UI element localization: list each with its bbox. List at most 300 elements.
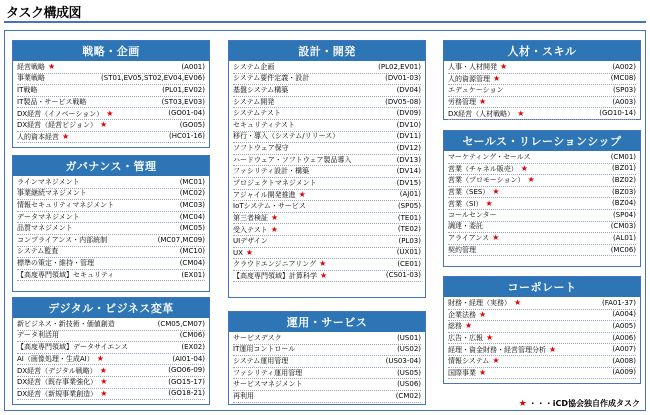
star-icon: ★ — [485, 198, 493, 208]
task-name — [17, 377, 107, 388]
task-name — [233, 333, 282, 344]
task-name-text: ファシリティ設計・構築 — [233, 167, 310, 176]
star-icon: ★ — [100, 388, 108, 398]
task-row — [233, 271, 421, 283]
star-icon: ★ — [479, 97, 487, 107]
task-name-text: 移行・導入（システム/リリース） — [233, 132, 340, 141]
task-code: (DV14) — [396, 167, 421, 176]
task-row — [233, 213, 421, 225]
task-code: (A004) — [612, 310, 636, 319]
task-row — [233, 333, 421, 345]
task-list — [13, 61, 209, 143]
task-name-text: 情報セキュリティマネジメント — [17, 200, 115, 209]
task-name — [448, 356, 499, 367]
task-name — [17, 354, 104, 365]
task-code: (BZ01) — [612, 164, 636, 173]
task-name — [233, 97, 274, 108]
task-row — [17, 97, 205, 109]
task-name-text: ハードウェア・ソフトウェア製品導入 — [233, 155, 352, 164]
task-name-text: 基盤システム構築 — [233, 85, 289, 94]
task-name — [17, 177, 80, 188]
star-icon: ★ — [514, 298, 522, 308]
task-list — [444, 151, 640, 256]
task-list — [229, 332, 425, 403]
star-icon: ★ — [486, 333, 494, 343]
category-corporate — [443, 276, 641, 384]
task-code: (DV05-08) — [385, 97, 421, 106]
task-name — [448, 152, 531, 163]
task-name-text: DX経営（人材戦略） — [448, 109, 515, 118]
task-row — [448, 321, 636, 333]
task-name — [448, 344, 556, 355]
task-code: (A005) — [612, 321, 636, 330]
task-row — [448, 97, 636, 109]
task-name-text: UX — [233, 248, 243, 257]
task-code: (CM02) — [395, 391, 421, 400]
task-name — [17, 97, 86, 108]
task-row — [448, 233, 636, 245]
category-title: 戦略・企画 — [13, 41, 209, 61]
task-code: (DV09) — [396, 109, 421, 118]
task-row — [17, 270, 205, 282]
star-icon: ★ — [100, 377, 108, 387]
task-name-text: 経営戦略 — [17, 63, 45, 72]
task-name-text: ソフトウェア保守 — [233, 143, 289, 152]
task-name — [233, 391, 254, 402]
task-name-text: IT製品・サービス戦略 — [17, 97, 87, 106]
task-name — [17, 108, 113, 119]
task-code: (FA01-37) — [602, 298, 636, 307]
task-row — [17, 365, 205, 377]
task-code: (SP03) — [612, 85, 636, 94]
title-underline — [4, 21, 646, 23]
task-name — [17, 319, 115, 330]
star-icon: ★ — [493, 73, 501, 83]
task-row — [233, 345, 421, 357]
task-name — [233, 248, 253, 259]
task-row — [17, 200, 205, 212]
task-row — [233, 224, 421, 236]
task-code: (US02) — [397, 345, 421, 354]
star-icon: ★ — [520, 163, 528, 173]
category-operation — [228, 311, 426, 405]
category-strategy — [12, 40, 210, 148]
task-row — [448, 152, 636, 164]
task-name-text: 総務 — [448, 322, 462, 331]
task-code: (MC10) — [179, 247, 205, 256]
task-name-text: DX経営（イノベーション） — [17, 109, 104, 118]
task-code: (US05) — [397, 368, 421, 377]
star-icon: ★ — [527, 175, 535, 185]
task-name-text: 契約管理 — [448, 245, 476, 254]
task-name — [448, 233, 499, 244]
task-row — [448, 198, 636, 210]
task-name-text: 経理・資金財務・経営管理分析 — [448, 345, 546, 354]
task-name-text: コンプライアンス・内部統制 — [17, 235, 108, 244]
task-row — [448, 245, 636, 257]
task-name-text: アライアンス — [448, 234, 490, 243]
task-name — [233, 379, 303, 390]
task-code: (PL02,EV01) — [378, 62, 421, 71]
task-name-text: 情報システム — [448, 357, 490, 366]
task-code: (ST03,EV03) — [161, 97, 205, 106]
star-icon: ★ — [479, 309, 487, 319]
task-name — [17, 247, 58, 258]
task-name-text: プロジェクトマネジメント — [233, 178, 317, 187]
task-name-text: システム監査 — [17, 247, 59, 256]
task-row — [233, 178, 421, 190]
task-name-text: IT運用コントロール — [233, 345, 296, 354]
task-row — [233, 391, 421, 403]
task-code: (GO15-17) — [168, 377, 205, 386]
category-title: 運用・サービス — [229, 312, 425, 332]
task-code: (A007) — [612, 345, 636, 354]
task-name — [233, 236, 268, 247]
task-code: (DV10) — [396, 120, 421, 129]
task-code: (CM03) — [610, 222, 636, 231]
task-row — [17, 319, 205, 331]
task-code: (HC01-16) — [169, 132, 205, 141]
task-row — [17, 354, 205, 366]
star-icon: ★ — [270, 224, 278, 234]
task-row — [17, 62, 205, 74]
task-row — [17, 108, 205, 120]
star-icon: ★ — [517, 108, 525, 118]
task-code: (US06) — [397, 380, 421, 389]
task-name — [448, 222, 483, 233]
star-icon: ★ — [271, 213, 279, 223]
task-name — [448, 298, 521, 309]
task-row — [17, 177, 205, 189]
task-name-text: システムテスト — [233, 109, 281, 118]
task-code: (GO05) — [179, 120, 205, 129]
task-row — [233, 62, 421, 74]
task-code: (ST01,EV05,ST02,EV04,EV06) — [101, 74, 205, 83]
task-code: (A003) — [612, 97, 636, 106]
task-code: (UX01) — [396, 248, 421, 257]
task-code: (GO01-04) — [168, 109, 205, 118]
task-row — [17, 223, 205, 235]
task-code: (DV12) — [396, 143, 421, 152]
task-row — [448, 310, 636, 322]
star-icon: ★ — [96, 354, 104, 364]
task-code: (MC06) — [610, 245, 636, 254]
task-name-text: 人的資本経営 — [17, 132, 59, 141]
task-name — [233, 62, 274, 73]
task-name-text: 営業（プロモーション） — [448, 176, 525, 185]
task-name — [17, 74, 45, 85]
task-code: (AL01) — [612, 233, 636, 242]
task-name-text: 国際事業 — [448, 368, 476, 377]
task-code: (PL01,EV02) — [162, 85, 205, 94]
task-name-text: 【高度専門領域】セキュリティ — [17, 270, 115, 279]
star-icon: ★ — [48, 62, 56, 72]
task-name — [17, 258, 94, 269]
task-name — [17, 120, 107, 131]
task-code: (A001) — [181, 62, 205, 71]
task-name — [233, 190, 306, 201]
task-name — [448, 310, 486, 321]
task-name-text: システム企画 — [233, 62, 275, 71]
task-row — [448, 187, 636, 199]
task-row — [233, 379, 421, 391]
task-row — [448, 356, 636, 368]
task-name-text: マーケティング・セールス — [448, 152, 531, 161]
task-name-text: コールセンター — [448, 210, 497, 219]
task-name — [233, 85, 288, 96]
task-row — [233, 368, 421, 380]
task-row — [17, 331, 205, 343]
task-row — [233, 97, 421, 109]
task-row — [448, 298, 636, 310]
task-name — [448, 198, 493, 209]
task-name — [17, 342, 128, 353]
task-code: (A009) — [612, 368, 636, 377]
task-name — [233, 178, 317, 189]
task-row — [17, 189, 205, 201]
task-name — [17, 331, 59, 342]
star-icon: ★ — [518, 399, 527, 409]
task-row — [448, 210, 636, 222]
task-name-text: 事業継続マネジメント — [17, 189, 87, 198]
task-code: (DV15) — [396, 178, 421, 187]
category-title: コーポレート — [444, 277, 640, 297]
task-code: (CM04) — [179, 258, 205, 267]
task-name — [448, 245, 476, 256]
task-name — [233, 345, 295, 356]
task-list — [13, 176, 209, 281]
task-name-text: ファシリティ運用管理 — [233, 368, 303, 377]
task-name — [233, 74, 309, 85]
task-name — [448, 368, 486, 379]
task-list — [229, 61, 425, 282]
legend — [519, 398, 640, 409]
legend-text: ・・・iCD協会独自作成タスク — [528, 399, 640, 408]
task-row — [448, 368, 636, 380]
task-name-text: クラウドエンジニアリング — [233, 260, 317, 269]
task-code: (BZ03) — [612, 187, 636, 196]
task-name-text: ラインマネジメント — [17, 177, 80, 186]
star-icon: ★ — [549, 344, 557, 354]
task-code: (A008) — [612, 356, 636, 365]
star-icon: ★ — [320, 270, 328, 280]
task-name-text: 人的資源管理 — [448, 74, 490, 83]
task-name — [17, 365, 107, 376]
task-code: (A002) — [612, 62, 636, 71]
task-name-text: 企業法務 — [448, 310, 476, 319]
task-row — [448, 222, 636, 234]
task-code: (AJ01) — [399, 190, 421, 199]
star-icon: ★ — [492, 187, 500, 197]
task-row — [17, 120, 205, 132]
task-name-text: DX経営（経営ビジョン） — [17, 121, 98, 130]
task-name — [448, 74, 500, 85]
task-row — [233, 132, 421, 144]
task-row — [17, 74, 205, 86]
task-row — [233, 166, 421, 178]
task-code: (US01) — [397, 333, 421, 342]
task-name — [17, 189, 87, 200]
task-code: (DV04) — [396, 85, 421, 94]
task-name-text: 第三者検証 — [233, 214, 268, 223]
task-name-text: 営業（SI） — [448, 199, 483, 208]
task-row — [17, 132, 205, 144]
category-governance — [12, 155, 210, 292]
task-name — [17, 200, 114, 211]
task-name-text: UIデザイン — [233, 236, 268, 245]
task-name — [448, 85, 504, 96]
task-name-text: AI（画像処理・生成AI） — [17, 355, 94, 364]
category-title: 人材・スキル — [444, 41, 640, 61]
task-code: (MC02) — [179, 189, 205, 198]
task-name — [448, 210, 497, 221]
task-list — [13, 318, 209, 400]
task-name — [17, 132, 69, 143]
task-row — [448, 164, 636, 176]
task-code: (MC03) — [179, 200, 205, 209]
task-row — [17, 258, 205, 270]
task-name — [17, 212, 80, 223]
task-name — [17, 389, 107, 400]
task-row — [17, 85, 205, 97]
task-code: (GO06-09) — [168, 366, 205, 375]
star-icon: ★ — [465, 321, 473, 331]
task-name — [448, 97, 486, 108]
task-name-text: アジャイル開発推進 — [233, 190, 296, 199]
task-name-text: システム要件定義・設計 — [233, 74, 310, 83]
task-name-text: サービスデスク — [233, 333, 282, 342]
category-title: デジタル・ビジネス変革 — [13, 298, 209, 318]
task-row — [448, 62, 636, 74]
task-code: (MC08) — [610, 74, 636, 83]
category-title: セールス・リレーションシップ — [444, 131, 640, 151]
task-name — [233, 166, 309, 177]
task-code: (CM01) — [610, 152, 636, 161]
task-name — [233, 368, 302, 379]
task-row — [233, 120, 421, 132]
task-code: (DV01-03) — [385, 74, 421, 83]
task-name — [448, 187, 499, 198]
star-icon: ★ — [298, 189, 306, 199]
task-row — [448, 333, 636, 345]
task-code: (CM06) — [179, 331, 205, 340]
task-name — [448, 175, 535, 186]
task-name-text: 【高度専門領域】計算科学 — [233, 271, 317, 280]
task-name — [233, 356, 288, 367]
task-name — [233, 143, 289, 154]
task-row — [448, 344, 636, 356]
task-name-text: 標準の策定・維持・管理 — [17, 258, 94, 267]
task-row — [233, 259, 421, 271]
task-name-text: IT戦略 — [17, 85, 38, 94]
category-hr — [443, 40, 641, 120]
task-name — [233, 132, 339, 143]
task-name — [233, 155, 351, 166]
star-icon: ★ — [479, 367, 487, 377]
star-icon: ★ — [99, 365, 107, 375]
task-name — [233, 201, 306, 212]
task-code: (MC01) — [179, 177, 205, 186]
task-name-text: サービスマネジメント — [233, 380, 303, 389]
task-name-text: システム運用管理 — [233, 356, 289, 365]
task-name-text: DX経営（既存事業強化） — [17, 378, 98, 387]
task-code: (TE01) — [397, 213, 421, 222]
task-code: (CS01-03) — [385, 271, 421, 280]
star-icon: ★ — [492, 233, 500, 243]
task-row — [448, 85, 636, 97]
task-name — [448, 164, 528, 175]
star-icon: ★ — [492, 356, 500, 366]
task-code: (EX02) — [181, 342, 205, 351]
page-title: タスク構成図 — [6, 6, 82, 21]
task-name-text: エデュケーション — [448, 85, 504, 94]
task-code: (SP04) — [612, 210, 636, 219]
task-name-text: 広告・広報 — [448, 334, 483, 343]
task-row — [17, 342, 205, 354]
task-code: (MC07,MC09) — [157, 235, 205, 244]
task-code: (AI01-04) — [172, 354, 205, 363]
task-row — [448, 175, 636, 187]
task-code: (PL03) — [398, 236, 421, 245]
task-row — [17, 377, 205, 389]
task-row — [233, 201, 421, 213]
task-name-text: 新ビジネス・新技術・価値創造 — [17, 319, 115, 328]
task-code: (BZ04) — [612, 199, 636, 208]
task-row — [233, 248, 421, 260]
task-name-text: 品質マネジメント — [17, 224, 73, 233]
task-code: (US03-04) — [385, 356, 421, 365]
task-name-text: 調達・委託 — [448, 222, 483, 231]
task-code: (SP05) — [397, 201, 421, 210]
task-row — [233, 108, 421, 120]
task-list — [444, 61, 640, 120]
star-icon: ★ — [500, 62, 508, 72]
task-name — [233, 259, 326, 270]
task-code: (CM05,CM07) — [157, 319, 205, 328]
task-row — [233, 356, 421, 368]
task-code: (DV13) — [396, 155, 421, 164]
task-code: (A006) — [612, 333, 636, 342]
task-row — [233, 74, 421, 86]
star-icon: ★ — [106, 108, 114, 118]
task-row — [17, 235, 205, 247]
task-row — [448, 108, 636, 120]
task-name-text: 財務・経理（実務） — [448, 299, 511, 308]
task-name-text: 人事・人材開発 — [448, 63, 497, 72]
star-icon: ★ — [245, 247, 254, 257]
task-name — [448, 333, 493, 344]
task-row — [233, 143, 421, 155]
task-row — [233, 85, 421, 97]
task-code: (MC05) — [179, 224, 205, 233]
task-name — [448, 321, 472, 332]
task-name — [233, 108, 281, 119]
task-code: (GO18-21) — [168, 389, 205, 398]
task-name — [17, 62, 55, 73]
task-code: (GO10-14) — [599, 109, 636, 118]
task-name — [233, 213, 278, 224]
task-name-text: 営業（SES） — [448, 188, 490, 197]
task-code: (MC04) — [179, 212, 205, 221]
star-icon: ★ — [62, 131, 70, 141]
task-list — [444, 297, 640, 379]
task-name — [448, 108, 524, 119]
task-row — [17, 247, 205, 259]
task-name-text: 再利用 — [233, 391, 254, 400]
task-name — [17, 223, 73, 234]
task-name — [233, 120, 295, 131]
star-icon: ★ — [100, 120, 108, 130]
